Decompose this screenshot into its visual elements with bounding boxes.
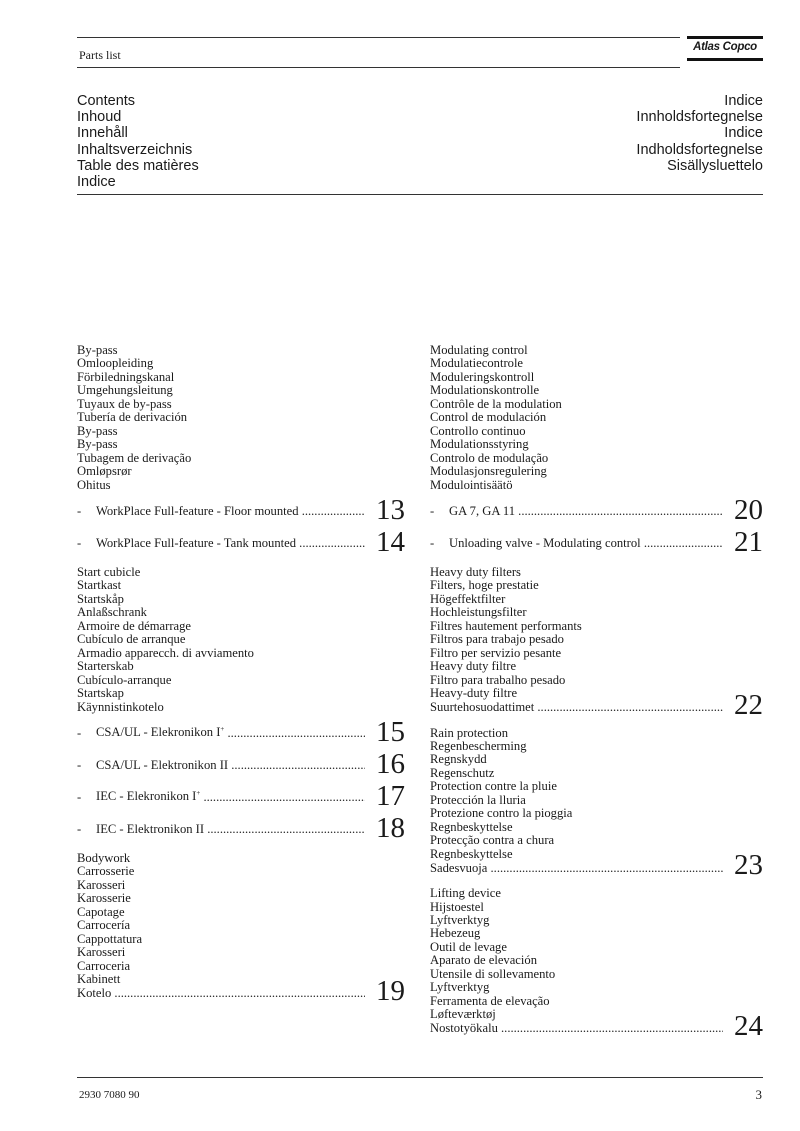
- brand-logo: [687, 36, 763, 68]
- section-line: Startkast: [77, 578, 122, 593]
- footer-rule: [77, 1077, 763, 1078]
- section-line: Filtro para trabalho pesado: [430, 672, 566, 687]
- section-line: Carrosserie: [77, 864, 135, 879]
- section-line: Anlaßschrank: [77, 605, 147, 620]
- section-line: Karosserie: [77, 891, 131, 906]
- section-line: Starterskab: [77, 659, 134, 674]
- entry-text: GA 7, GA 11 .....: [449, 505, 723, 518]
- contents-label: Innehåll: [77, 125, 128, 142]
- section-line: Utensile di sollevamento: [430, 966, 556, 981]
- section-line: Aparato de elevación: [430, 953, 537, 968]
- section-line: Outil de levage: [430, 939, 507, 954]
- toc-entry[interactable]: [77, 492, 405, 524]
- section-rain-protection: [430, 725, 763, 882]
- section-line: Lifting device: [430, 886, 501, 901]
- section-line: Capotage: [77, 904, 125, 919]
- section-line: Omloopleiding: [77, 356, 154, 371]
- entry-dash: -: [77, 535, 82, 550]
- section-line: Heavy-duty filtre: [430, 686, 518, 701]
- section-line: Modulationskontrolle: [430, 383, 540, 398]
- section-line: Kabinett: [77, 972, 121, 987]
- section-bypass: [77, 344, 405, 556]
- section-line: Modulointisäätö: [430, 477, 513, 492]
- contents-label: Indice: [724, 93, 763, 109]
- entry-page-number: 17: [376, 779, 405, 812]
- index-column-left: [77, 343, 405, 1007]
- section-line: Filtros para trabajo pesado: [430, 632, 564, 647]
- section-line: Umgehungsleitung: [77, 383, 173, 398]
- entry-dash: -: [77, 725, 82, 740]
- section-line: Karosseri: [77, 877, 126, 892]
- toc-entry[interactable]: [77, 778, 405, 810]
- entry-page-number: 21: [734, 525, 763, 558]
- contents-label: Inhoud: [77, 109, 122, 126]
- section-line: Protección la lluria: [430, 792, 526, 807]
- section-line: Omløpsrør: [77, 464, 132, 479]
- toc-entry[interactable]: [77, 746, 405, 778]
- section-line: Løfteværktøj: [430, 1007, 496, 1022]
- section-line: Armoire de démarrage: [77, 618, 191, 633]
- toc-entry[interactable]: [430, 524, 763, 556]
- section-line: By-pass: [77, 437, 118, 452]
- page-number: 3: [755, 1087, 762, 1102]
- entry-text: CSA/UL - Elektronikon II .....: [96, 759, 365, 772]
- section-line: By-pass: [77, 423, 118, 438]
- contents-divider: [77, 194, 763, 195]
- entry-text: IEC - Elekronikon I+ .....: [96, 787, 365, 804]
- section-line: Start cubicle: [77, 564, 141, 579]
- entry-text: Nostotyökalu .....: [430, 1022, 723, 1035]
- section-line: Tubería de derivación: [77, 410, 188, 425]
- entry-page-number: 14: [376, 525, 405, 558]
- section-line: Controllo continuo: [430, 423, 526, 438]
- section-line: Controlo de modulação: [430, 450, 549, 465]
- entry-text: WorkPlace Full-feature - Floor mounted .....: [96, 505, 365, 518]
- section-line: Tuyaux de by-pass: [77, 396, 172, 411]
- section-line: Filtres hautement performants: [430, 618, 582, 633]
- section-line: Regnbeskyttelse: [430, 846, 513, 861]
- entry-text: Kotelo .....: [77, 987, 365, 1000]
- section-line: Regenschutz: [430, 765, 495, 780]
- brand-logo-text: Atlas Copco: [693, 41, 757, 53]
- section-line: Startskap: [77, 686, 124, 701]
- entry-text: Sadesvuoja .....: [430, 862, 723, 875]
- section-line: Regnskydd: [430, 752, 487, 767]
- entry-page-number: 18: [376, 811, 405, 844]
- section-line: Högeffektfilter: [430, 591, 506, 606]
- section-line: Protezione contro la pioggia: [430, 806, 573, 821]
- section-line: Tubagem de derivação: [77, 450, 192, 465]
- toc-entry[interactable]: [77, 524, 405, 556]
- entry-text: IEC - Elektronikon II .....: [96, 823, 365, 836]
- section-line: Protecção contra a chura: [430, 833, 555, 848]
- section-line: Lyftverktyg: [430, 980, 490, 995]
- section-line: Cubículo-arranque: [77, 672, 172, 687]
- entry-page-number: 23: [734, 849, 763, 882]
- entry-page-number: 13: [376, 493, 405, 526]
- contents-label: Contents: [77, 93, 136, 109]
- section-line: Control de modulación: [430, 410, 547, 425]
- section-line: Regnbeskyttelse: [430, 819, 513, 834]
- entry-text: CSA/UL - Elekronikon I+ .....: [96, 723, 365, 740]
- section-line: Cubículo de arranque: [77, 632, 186, 647]
- section-line: Regenbescherming: [430, 738, 527, 753]
- entry-page-number: 15: [376, 715, 405, 748]
- contents-label: Indice: [724, 125, 763, 142]
- contents-label: Innholdsfortegnelse: [636, 109, 763, 126]
- header-top-rule: [77, 37, 680, 38]
- section-lifting-device: [430, 886, 763, 1042]
- section-line: Heavy duty filtre: [430, 659, 517, 674]
- section-line: Modulasjonsregulering: [430, 464, 547, 479]
- entry-page-number: 24: [734, 1009, 763, 1042]
- entry-page-number: 19: [376, 974, 405, 1007]
- section-bodywork: [77, 850, 405, 1007]
- contents-label: Table des matières: [77, 157, 199, 174]
- contents-label: Sisällysluettelo: [667, 157, 763, 174]
- section-modulating-control: [430, 344, 763, 556]
- contents-label: Indholdsfortegnelse: [636, 141, 763, 158]
- section-line: Filtro per servizio pesante: [430, 645, 562, 660]
- section-line: Hochleistungsfilter: [430, 605, 527, 620]
- contents-heading-left: [77, 93, 199, 190]
- section-line: Rain protection: [430, 725, 508, 740]
- section-line: Lyftverktyg: [430, 912, 490, 927]
- section-line: Heavy duty filters: [430, 564, 521, 579]
- toc-entry[interactable]: [77, 810, 405, 842]
- header-bottom-rule: [77, 67, 680, 68]
- index-column-right: [430, 343, 763, 1042]
- section-heavy-duty-filters: [430, 564, 763, 721]
- entry-superscript: +: [196, 789, 201, 798]
- section-line: Protection contre la pluie: [430, 779, 557, 794]
- section-line: Hijstoestel: [430, 899, 484, 914]
- section-line: Startskåp: [77, 591, 124, 606]
- section-line: Armadio apparecch. di avviamento: [77, 645, 254, 660]
- contents-label: Indice: [77, 174, 116, 191]
- entry-dash: -: [77, 789, 82, 804]
- section-line: Käynnistinkotelo: [77, 699, 164, 714]
- section-line: Modulatiecontrole: [430, 356, 524, 371]
- entry-dash: -: [430, 535, 435, 550]
- entry-dash: -: [430, 503, 435, 518]
- section-line: Filters, hoge prestatie: [430, 578, 539, 593]
- section-line: Cappottatura: [77, 931, 143, 946]
- section-line: Ohitus: [77, 477, 111, 492]
- entry-dash: -: [77, 503, 82, 518]
- section-line: Ferramenta de elevação: [430, 993, 550, 1008]
- section-line: Modulationsstyring: [430, 437, 529, 452]
- section-line: Förbiledningskanal: [77, 369, 175, 384]
- section-line: Hebezeug: [430, 926, 481, 941]
- section-line: By-pass: [77, 343, 118, 357]
- document-code: 2930 7080 90: [79, 1089, 140, 1101]
- contents-label: Inhaltsverzeichnis: [77, 141, 193, 158]
- section-line: Modulating control: [430, 343, 528, 357]
- section-line: Carrocería: [77, 918, 131, 933]
- section-start-cubicle: [77, 566, 405, 842]
- section-line: Contrôle de la modulation: [430, 396, 562, 411]
- entry-text: Suurtehosuodattimet .....: [430, 701, 723, 714]
- contents-heading-right: [636, 93, 763, 174]
- toc-entry[interactable]: [430, 492, 763, 524]
- entry-text: Unloading valve - Modulating control .....: [449, 537, 723, 550]
- section-line: Karosseri: [77, 945, 126, 960]
- section-line: Bodywork: [77, 850, 131, 865]
- entry-dash: -: [77, 757, 82, 772]
- section-line: Carroceria: [77, 958, 131, 973]
- entry-superscript: +: [220, 725, 225, 734]
- toc-entry[interactable]: [77, 714, 405, 746]
- entry-page-number: 22: [734, 688, 763, 721]
- entry-dash: -: [77, 821, 82, 836]
- entry-text: WorkPlace Full-feature - Tank mounted .....: [96, 537, 365, 550]
- header-title: Parts list: [79, 48, 121, 62]
- section-line: Moduleringskontroll: [430, 369, 535, 384]
- entry-page-number: 20: [734, 493, 763, 526]
- entry-page-number: 16: [376, 747, 405, 780]
